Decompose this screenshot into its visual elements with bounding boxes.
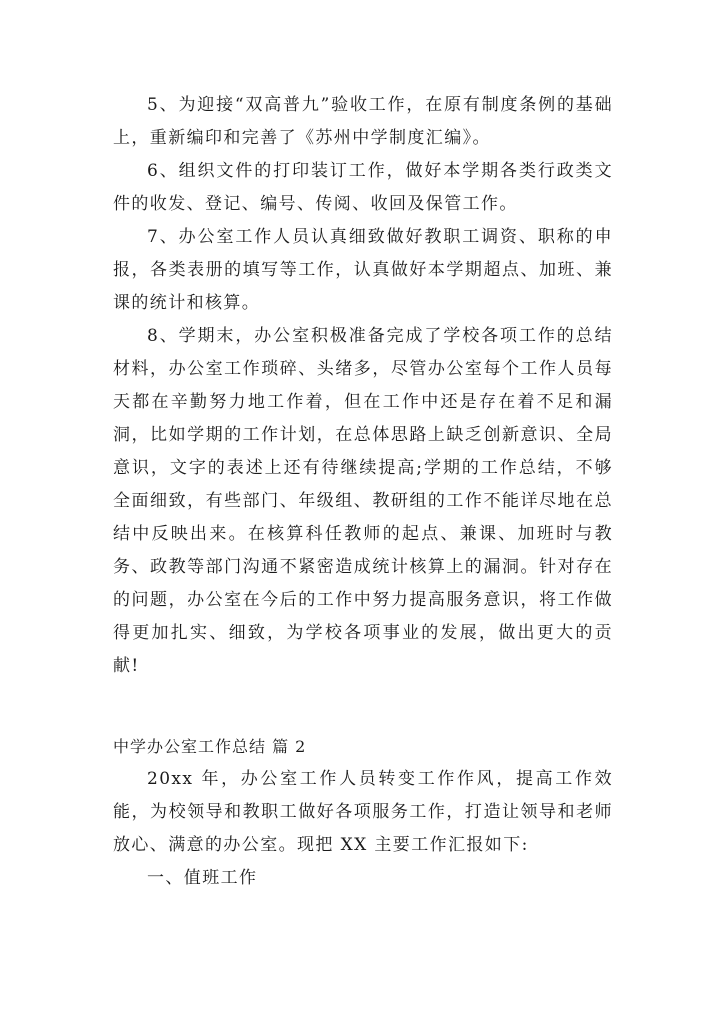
intro-paragraph: 20xx 年，办公室工作人员转变工作作风，提高工作效能，为校领导和教职工做好各项服务工作，打造让领导和老师放心、满意的办公室。现把 XX 主要工作汇报如下: bbox=[113, 769, 613, 855]
paragraph-item-5: 5、为迎接“双高普九”验收工作，在原有制度条例的基础上，重新编印和完善了《苏州中学制度汇编》。 bbox=[113, 95, 613, 148]
subheading: 一、值班工作 bbox=[147, 868, 258, 888]
paragraph-item-6: 6、组织文件的打印装订工作，做好本学期各类行政类文件的收发、登记、编号、传阅、收回及保管工作。 bbox=[113, 161, 613, 214]
paragraph-item-8: 8、学期末，办公室积极准备完成了学校各项工作的总结材料，办公室工作琐碎、头绪多，尽管办公室每个工作人员每天都在辛勤努力地工作着，但在工作中还是存在着不足和漏洞，比如学期的工作计划，在总体思路上缺乏创新意识、全局意识，文字的表述上还有待继续提高;学期的工作总结，不够全面细致，有些部门、年级组、教研组的工作不能详尽地在总结中反映出来。在核算科任教师的起点、兼课、加班时与教务、政教等部门沟通不紧密造成统计核算上的漏洞。针对存在的问题，办公室在今后的工作中努力提高服务意识，将工作做得更加扎实、细致，为学校各项事业的发展，做出更大的贡献! bbox=[113, 326, 613, 676]
paragraph-item-7: 7、办公室工作人员认真细致做好教职工调资、职称的申报，各类表册的填写等工作，认真做好本学期超点、加班、兼课的统计和核算。 bbox=[113, 227, 613, 313]
section-heading: 中学办公室工作总结 篇 2 bbox=[113, 737, 307, 756]
